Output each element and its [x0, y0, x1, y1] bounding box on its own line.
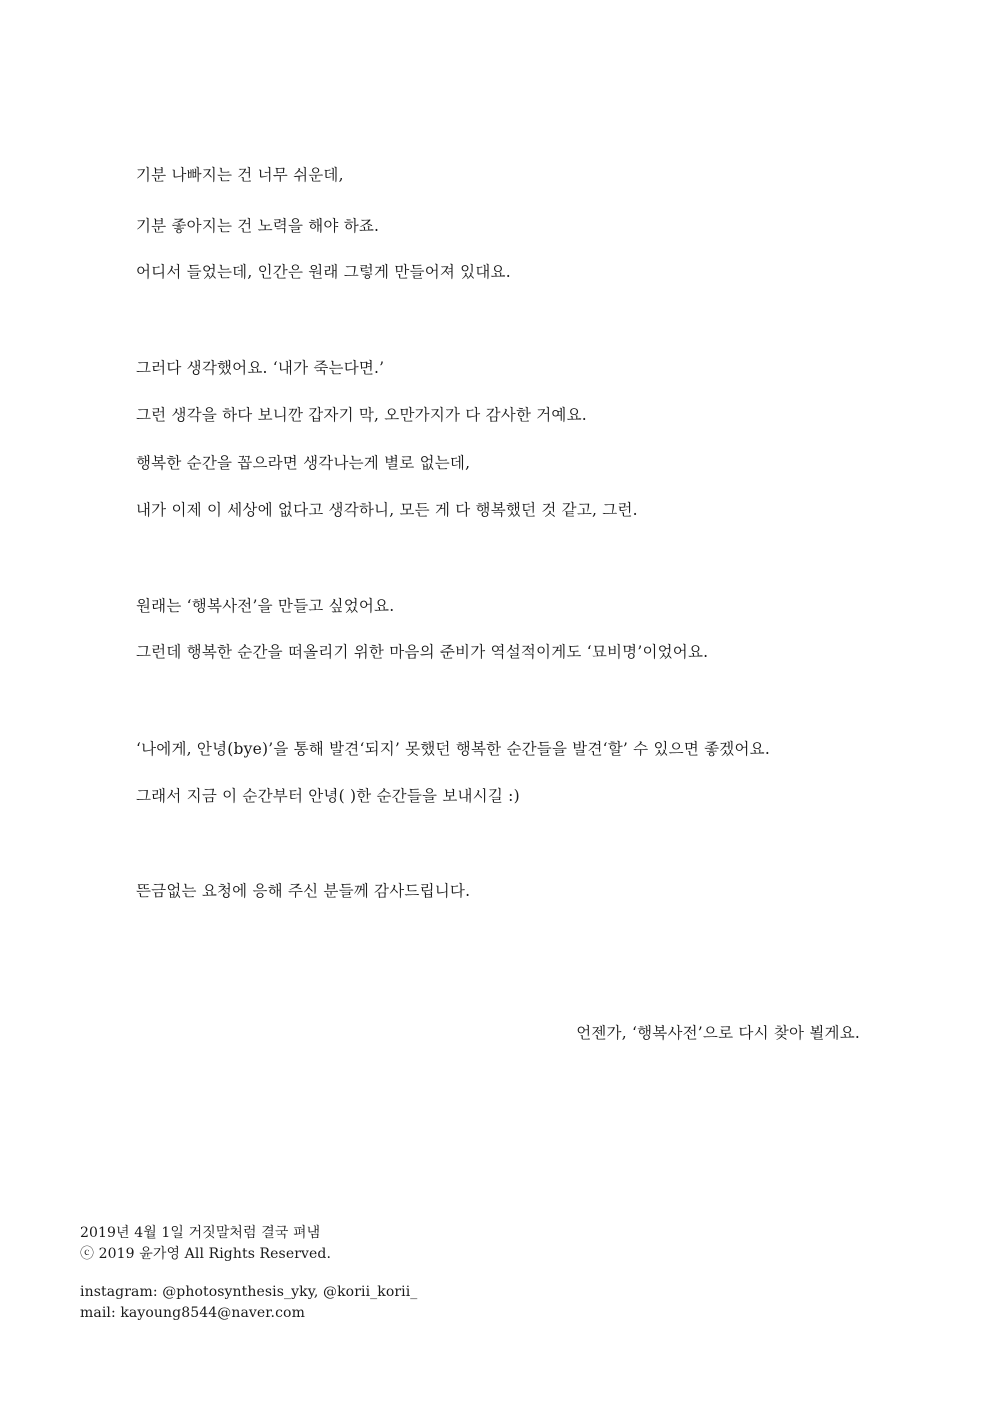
body-line: 기분 나빠지는 건 너무 쉬운데, — [136, 166, 344, 184]
body-line: ‘나에게, 안녕(bye)’을 통해 발견‘되지’ 못했던 행복한 순간들을 발견‘할’ 수 있으면 좋겠어요. — [136, 740, 770, 758]
body-line: 행복한 순간을 꼽으라면 생각나는게 별로 없는데, — [136, 454, 471, 472]
body-line: 뜬금없는 요청에 응해 주신 분들께 감사드립니다. — [136, 882, 471, 900]
body-line: 그런데 행복한 순간을 떠올리기 위한 마음의 준비가 역설적이게도 ‘묘비명’이었어요. — [136, 643, 709, 661]
body-line: 그래서 지금 이 순간부터 안녕( )한 순간들을 보내시길 :) — [136, 787, 520, 805]
instagram-line: instagram: @photosynthesis_yky, @korii_korii_ — [80, 1284, 418, 1300]
body-line: 내가 이제 이 세상에 없다고 생각하니, 모든 게 다 행복했던 것 같고, 그런. — [136, 501, 638, 519]
body-line: 원래는 ‘행복사전’을 만들고 싶었어요. — [136, 597, 395, 615]
mail-line: mail: kayoung8544@naver.com — [80, 1305, 305, 1321]
copyright-line: ⓒ 2019 윤가영 All Rights Reserved. — [80, 1246, 332, 1262]
body-line: 그러다 생각했어요. ‘내가 죽는다면.’ — [136, 359, 385, 377]
body-line: 기분 좋아지는 건 노력을 해야 하죠. — [136, 217, 380, 235]
body-line: 어디서 들었는데, 인간은 원래 그렇게 만들어져 있대요. — [136, 263, 511, 281]
publication-line: 2019년 4월 1일 거짓말처럼 결국 펴냄 — [80, 1225, 321, 1241]
closing-line: 언젠가, ‘행복사전’으로 다시 찾아 뵐게요. — [576, 1024, 860, 1042]
body-line: 그런 생각을 하다 보니깐 갑자기 막, 오만가지가 다 감사한 거예요. — [136, 406, 587, 424]
